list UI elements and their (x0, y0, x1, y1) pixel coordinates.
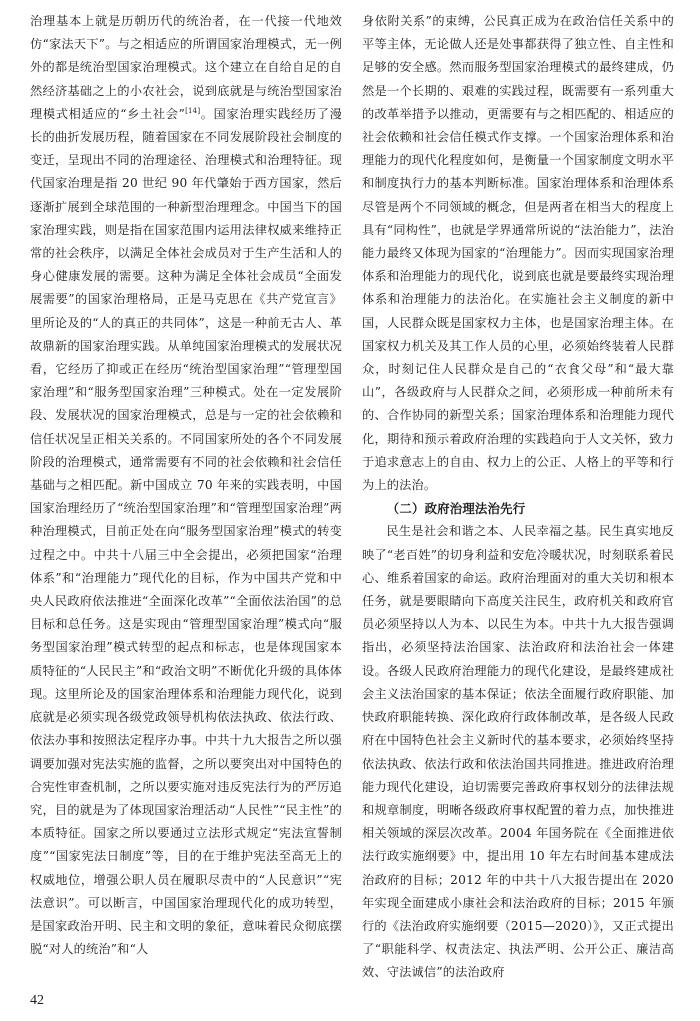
page-number: 42 (30, 993, 44, 1008)
paragraph-text: 治理基本上就是历朝历代的统治者，在一代接一代地效仿“家法天下”。与之相适应的所谓国家治理模式，无一例外的都是统治型国家治理模式。这个建立在自给自足的自然经济基础之上的小农社会，说到底就是与统治型国家治理模式相适应的“乡土社会” (30, 14, 342, 121)
body-paragraph: 身依附关系”的束缚，公民真正成为在政治信任关系中的平等主体，无论做人还是处事都获得了独立性、自主性和足够的安全感。然而服务型国家治理模式的最终建成，仍然是一个长期的、艰难的实践过程，既需要有一系列重大的改革举措予以推动，更需要有与之相匹配的、相适应的社会依赖和社会信任模式作支撑。一个国家治理体系和治理能力的现代化程度如何，是衡量一个国家制度文明水平和制度执行力的基本判断标准。国家治理体系和治理体系尽管是两个不同领域的概念，但是两者在相当大的程度上具有“同构性”，也就是学界通常所说的“法治能力”，法治能力最终又体现为国家的“治理能力”。因而实现国家治理体系和治理能力的现代化，说到底也就是要最终实现治理体系和治理能力的法治化。在实施社会主义制度的新中国，人民群众既是国家权力主体，也是国家治理主体。在国家权力机关及其工作人员的心里，必须始终装着人民群众，时刻记住人民群众是自己的“衣食父母”和“最大靠山”，各级政府与人民群众之间，必须形成一种前所未有的、合作协同的新型关系；国家治理体系和治理能力现代化，期待和预示着政府治理的实践趋向于人文关怀，致力于追求意志上的自由、权力上的公正、人格上的平等和行为上的法治。 (362, 14, 674, 493)
citation-reference: [14] (185, 106, 201, 115)
paragraph-text: 。国家治理实践经历了漫长的曲折发展历程，随着国家在不同发展阶段社会制度的变迁，呈现出不同的治理途径、治理模式和治理特征。现代国家治理是指 20 世纪 90 年代肇始于西方国家，然后逐渐扩展到全球范围的一种新型治理理念。中国当下的国家治理实践，则是指在国家范围内运用法律权威来维持正常的社会秩序，以满足全体社会成员对于生产生活和人的身心健康发展的需要。这种为满足全体社会成员“全面发展需要”的国家治理格局，正是马克思在《共产党宣言》里所论及的“人的真正的共同体”，这是一种前无古人、革故鼎新的国家治理实践。从单纯国家治理模式的发展状况看，它经历了抑或正在经历“统治型国家治理”“管理型国家治理”和“服务型国家治理”三种模式。处在一定发展阶段、发展状况的国家治理模式，总是与一定的社会依赖和信任状况呈正相关关系的。不同国家所处的各个不同发展阶段的治理模式，通常需要有不同的社会依赖和社会信任基础与之相匹配。新中国成立 70 年来的实践表明，中国国家治理经历了“统治型国家治理”和“管理型国家治理”两种治理模式，目前正处在向“服务型国家治理”模式的转变过程之中。中共十八届三中全会提出，必须把国家“治理体系”和“治理能力”现代化的目标，作为中国共产党和中央人民政府依法推进“全面深化改革”“全面依法治国”的总目标和总任务。这是实现由“管理型国家治理”模式向“服务型国家治理”模式转型的起点和标志，也是体现国家本质特征的“人民民主”和“政治文明”不断优化升级的具体体现。这里所论及的国家治理体系和治理能力现代化，说到底就是必须实现各级党政领导机构依法执政、依法行政、依法办事和按照法定程序办事。中共十九大报告之所以强调要加强对宪法实施的监督，之所以要突出对中国特色的合宪性审查机制，之所以要实施对违反宪法行为的严厉追究，目的就是为了体现国家治理活动“人民性”“民主性”的本质特征。国家之所以要通过立法形式规定“宪法宣誓制度”“国家宪法日制度”等，目的在于维护宪法至高无上的权威地位，增强公职人员在履职尽责中的“人民意识”“宪法意识”。可以断言，中国国家治理现代化的成功转型，是国家政治开明、民主和文明的象征，意味着民众彻底摆脱“对人的统治”和“人 (30, 106, 342, 957)
body-paragraph: 民生是社会和谐之本、人民幸福之基。民生真实地反映了“老百姓”的切身利益和安危冷暖状况，时刻联系着民心、维系着国家的命运。政府治理面对的重大关切和根本任务，就是要眼睛向下高度关注民生，政府机关和政府官员必须坚持以人为本、以民生为本。中共十九大报告强调指出，必须坚持法治国家、法治政府和法治社会一体建设。各级人民政府治理能力的现代化建设，是最终建成社会主义法治国家的基本保证；依法全面履行政府职能、加快政府职能转换、深化政府行政体制改革，是各级人民政府在中国特色社会主义新时代的基本要求，必须始终坚持依法执政、依法行政和依法治国共同推进。推进政府治理能力现代化建设，迫切需要完善政府事权划分的法律法规和规章制度，明晰各级政府事权配置的着力点，加快推进相关领域的深层次改革。2004 年国务院在《全面推进依法行政实施纲要》中，提出用 10 年左右时间基本建成法治政府的目标；2012 年的中共十八大报告提出在 2020 年实现全面建成小康社会和法治政府的目标；2015 年颁行的《法治政府实施纲要（2015—2020）》，又正式提出了“职能科学、权责法定、执法严明、公开公正、廉洁高效、守法诚信”的法治政府 (362, 524, 674, 980)
right-text-column (362, 10, 674, 985)
left-text-column (30, 10, 342, 961)
section-heading: （二）政府治理法治先行 (386, 501, 526, 517)
body-paragraph (30, 10, 342, 961)
